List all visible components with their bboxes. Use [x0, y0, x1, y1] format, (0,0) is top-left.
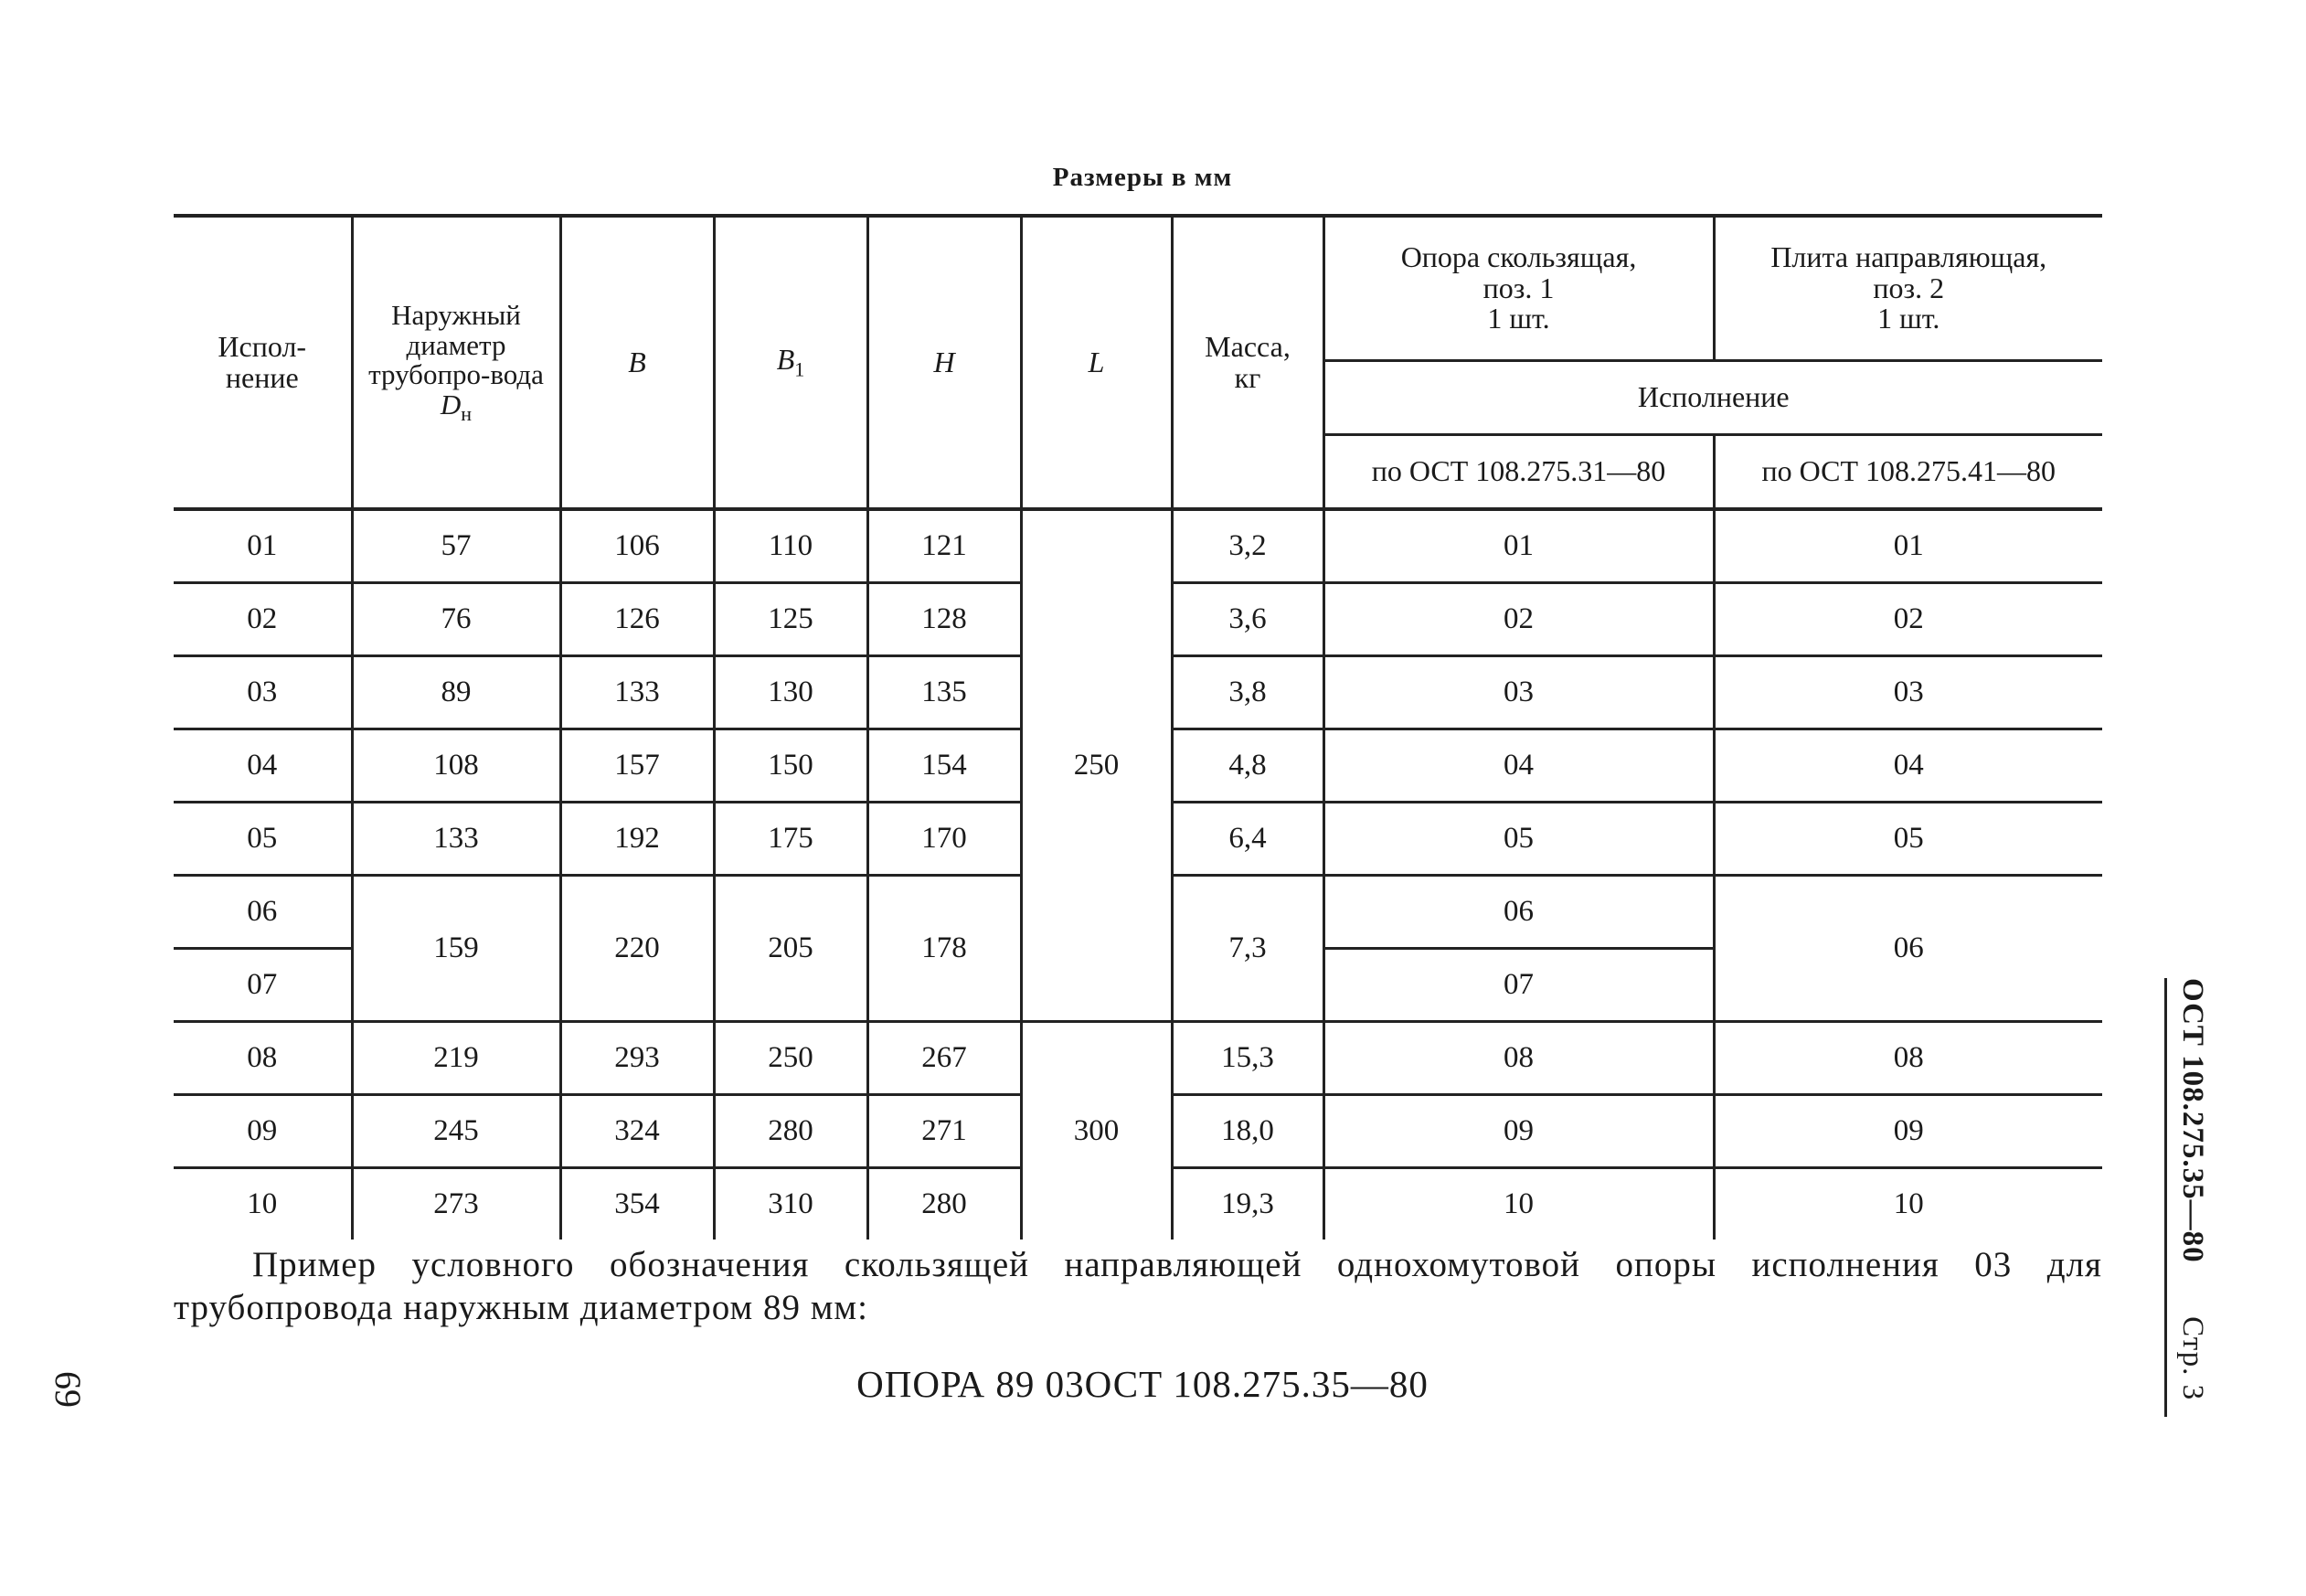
cell-plate: 09 — [1714, 1095, 2102, 1168]
cell-b: 133 — [560, 656, 714, 729]
cell-mass: 3,6 — [1172, 583, 1323, 656]
cell-plate: 01 — [1714, 509, 2102, 583]
cell-h: 267 — [867, 1022, 1021, 1095]
cell-support: 07 — [1323, 949, 1714, 1022]
header-b: B — [560, 216, 714, 509]
cell-b: 157 — [560, 729, 714, 803]
header-execution — [174, 216, 352, 509]
header-support-group — [1323, 216, 1714, 361]
table-row — [174, 1022, 2102, 1095]
cell-dn: 57 — [352, 509, 560, 583]
cell-dn-merged: 159 — [352, 876, 560, 1022]
header-b1-symbol: B — [776, 343, 795, 377]
cell-support: 01 — [1323, 509, 1714, 583]
cell-plate: 02 — [1714, 583, 2102, 656]
example-text: Пример условного обозначения скользящей направляющей однохомутовой опоры исполнения 03 для трубопровода наружным диаметром 89 мм: — [174, 1245, 2102, 1327]
header-ost-support: по ОСТ 108.275.31—80 — [1323, 435, 1714, 510]
header-execution-group: Исполнение — [1323, 361, 2102, 435]
header-h: H — [867, 216, 1021, 509]
cell-dn: 219 — [352, 1022, 560, 1095]
cell-h: 121 — [867, 509, 1021, 583]
header-mass-text: Масса, кг — [1205, 329, 1291, 394]
cell-mass: 19,3 — [1172, 1168, 1323, 1240]
dimensions-table — [174, 214, 2102, 1240]
cell-exec: 08 — [174, 1022, 352, 1095]
header-ost-plate: по ОСТ 108.275.41—80 — [1714, 435, 2102, 510]
cell-l-merged: 300 — [1021, 1022, 1172, 1240]
side-standard-code: ОСТ 108.275.35—80 — [2176, 978, 2209, 1263]
cell-exec: 03 — [174, 656, 352, 729]
cell-b: 293 — [560, 1022, 714, 1095]
cell-exec: 06 — [174, 876, 352, 949]
cell-exec: 02 — [174, 583, 352, 656]
cell-b1-merged: 205 — [714, 876, 867, 1022]
cell-mass: 6,4 — [1172, 803, 1323, 876]
cell-exec: 10 — [174, 1168, 352, 1240]
cell-h: 271 — [867, 1095, 1021, 1168]
cell-support: 03 — [1323, 656, 1714, 729]
table-row — [174, 509, 2102, 583]
cell-support: 05 — [1323, 803, 1714, 876]
cell-mass: 4,8 — [1172, 729, 1323, 803]
cell-support: 06 — [1323, 876, 1714, 949]
cell-exec: 09 — [174, 1095, 352, 1168]
cell-plate: 10 — [1714, 1168, 2102, 1240]
cell-h: 128 — [867, 583, 1021, 656]
header-b1 — [714, 216, 867, 509]
cell-b1: 175 — [714, 803, 867, 876]
cell-plate-merged: 06 — [1714, 876, 2102, 1022]
cell-plate: 03 — [1714, 656, 2102, 729]
header-l: L — [1021, 216, 1172, 509]
header-support-group-text: Опора скользящая, поз. 1 1 шт. — [1400, 240, 1637, 335]
cell-b: 126 — [560, 583, 714, 656]
cell-mass: 18,0 — [1172, 1095, 1323, 1168]
cell-h-merged: 178 — [867, 876, 1021, 1022]
cell-b1: 250 — [714, 1022, 867, 1095]
cell-support: 04 — [1323, 729, 1714, 803]
cell-mass: 3,8 — [1172, 656, 1323, 729]
header-plate-group-text: Плита направляющая, поз. 2 1 шт. — [1770, 240, 2047, 335]
header-diameter-symbol: D — [440, 388, 462, 420]
header-mass — [1172, 216, 1323, 509]
cell-exec: 01 — [174, 509, 352, 583]
cell-b-merged: 220 — [560, 876, 714, 1022]
cell-b1: 150 — [714, 729, 867, 803]
cell-mass: 15,3 — [1172, 1022, 1323, 1095]
cell-exec: 04 — [174, 729, 352, 803]
cell-h: 170 — [867, 803, 1021, 876]
header-b1-subscript: 1 — [794, 357, 805, 381]
cell-support: 10 — [1323, 1168, 1714, 1240]
cell-b: 192 — [560, 803, 714, 876]
table-caption: Размеры в мм — [1052, 163, 1233, 192]
cell-plate: 08 — [1714, 1022, 2102, 1095]
cell-b1: 310 — [714, 1168, 867, 1240]
cell-b: 106 — [560, 509, 714, 583]
cell-exec: 05 — [174, 803, 352, 876]
cell-dn: 108 — [352, 729, 560, 803]
cell-dn: 245 — [352, 1095, 560, 1168]
cell-b1: 130 — [714, 656, 867, 729]
cell-plate: 04 — [1714, 729, 2102, 803]
cell-b1: 125 — [714, 583, 867, 656]
example-paragraph — [174, 1243, 2102, 1329]
cell-support: 08 — [1323, 1022, 1714, 1095]
cell-b: 354 — [560, 1168, 714, 1240]
cell-dn: 133 — [352, 803, 560, 876]
cell-plate: 05 — [1714, 803, 2102, 876]
cell-exec: 07 — [174, 949, 352, 1022]
cell-support: 09 — [1323, 1095, 1714, 1168]
cell-b1: 280 — [714, 1095, 867, 1168]
side-page-label: Стр. 3 — [2176, 1316, 2209, 1401]
designation-example: ОПОРА 89 03ОСТ 108.275.35—80 — [856, 1363, 1429, 1405]
cell-support: 02 — [1323, 583, 1714, 656]
cell-h: 280 — [867, 1168, 1021, 1240]
header-diameter-text: Наружный диаметр трубопро-вода — [368, 299, 544, 391]
cell-dn: 76 — [352, 583, 560, 656]
cell-b: 324 — [560, 1095, 714, 1168]
cell-mass-merged: 7,3 — [1172, 876, 1323, 1022]
side-header — [2175, 978, 2209, 1400]
page-number: 69 — [48, 1371, 89, 1408]
header-plate-group — [1714, 216, 2102, 361]
cell-h: 154 — [867, 729, 1021, 803]
cell-l-merged: 250 — [1021, 509, 1172, 1022]
cell-dn: 273 — [352, 1168, 560, 1240]
cell-mass: 3,2 — [1172, 509, 1323, 583]
header-diameter — [352, 216, 560, 509]
cell-dn: 89 — [352, 656, 560, 729]
cell-b1: 110 — [714, 509, 867, 583]
cell-h: 135 — [867, 656, 1021, 729]
header-diameter-subscript: н — [461, 401, 473, 425]
header-execution-text: Испол- нение — [218, 329, 307, 394]
